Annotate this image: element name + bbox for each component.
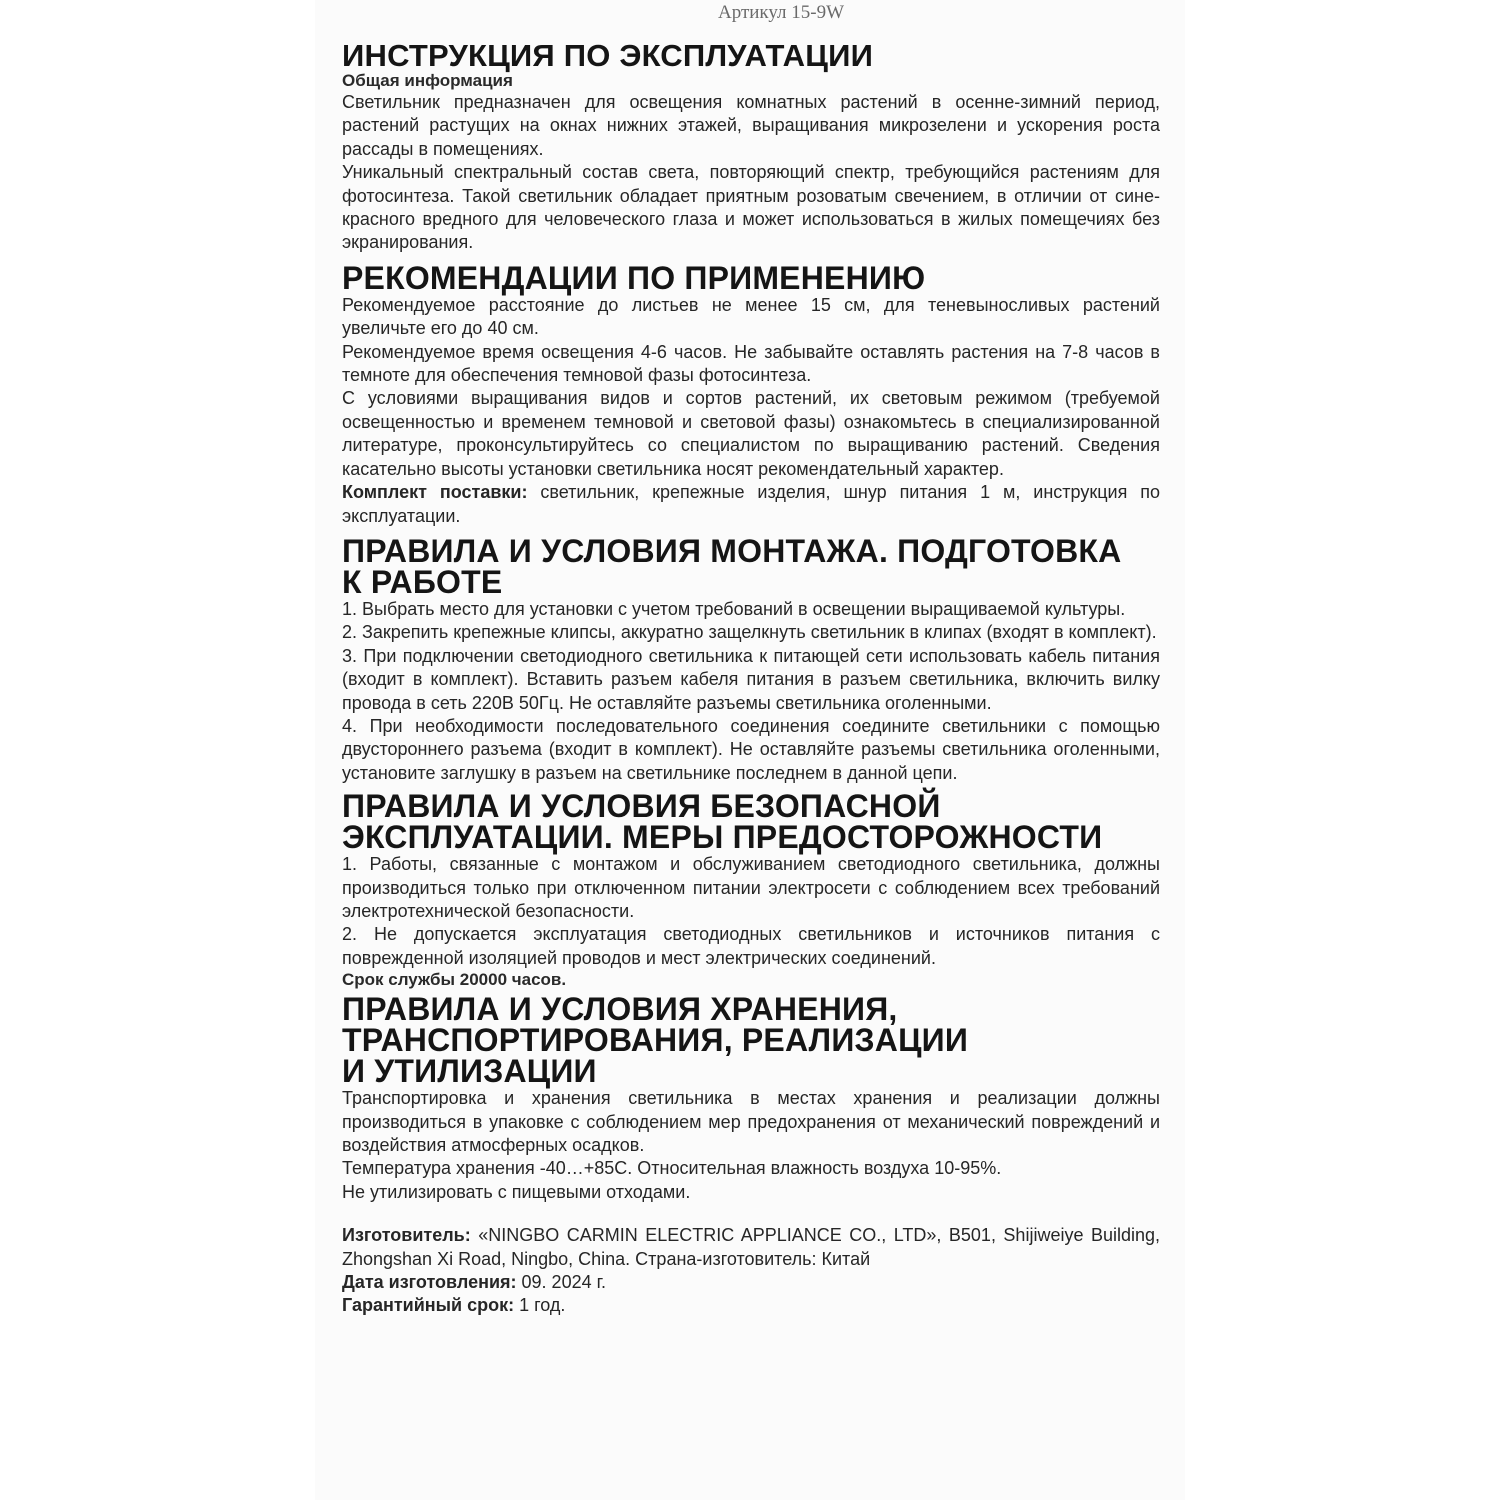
article-number: Артикул 15-9W: [717, 2, 845, 23]
storage-heading-line: И УТИЛИЗАЦИИ: [342, 1053, 597, 1090]
storage-paragraph: Температура хранения -40…+85С. Относительная влажность воздуха 10-95%.: [342, 1158, 1002, 1179]
storage-paragraph: Транспортировка и хранения светильника в местах хранения и реализации должны производиться в упаковке с соблюдением мер предохранения от механический повреждений и воздействия атмосферных осадков.: [342, 1088, 1160, 1155]
recommendation-paragraph: С условиями выращивания видов и сортов растений, их световым режимом (требуемой освещенностью и временем темновой и световой фазы) ознакомьтесь в специализированной литературе, проконсультируйтесь со специалистом по выращиванию растений. Сведения касательно высоты установки светильника носят рекомендательный характер.: [342, 388, 1160, 479]
general-heading: Общая информация: [342, 71, 513, 90]
manufacture-date-value: 09. 2024 г.: [516, 1272, 606, 1293]
recommendation-paragraph: Рекомендуемое расстояние до листьев не менее 15 см, для теневыносливых растений увеличьте его до 40 см.: [342, 294, 1160, 339]
storage-heading-line: ТРАНСПОРТИРОВАНИЯ, РЕАЛИЗАЦИИ: [342, 1022, 969, 1059]
general-paragraph: Уникальный спектральный состав света, повторяющий спектр, требующийся растениям для фотосинтеза. Такой светильник обладает приятным розоватым свечением, в отличии от сине-красного вредного для человеческого глаза и может использоваться в жилых помещечиях без экранирования.: [342, 162, 1160, 253]
kit-label: Комплект поставки:: [342, 482, 528, 503]
page-title: ИНСТРУКЦИЯ ПО ЭКСПЛУАТАЦИИ: [342, 38, 874, 73]
storage-heading: [342, 991, 1160, 1090]
mounting-item: 2. Закрепить крепежные клипсы, аккуратно защелкнуть светильник в клипах (входят в комплект).: [342, 622, 1157, 643]
recommendation-paragraph: Рекомендуемое время освещения 4-6 часов. Не забывайте оставлять растения на 7-8 часов в темноте для обеспечения темновой фазы фотосинтеза.: [342, 341, 1160, 386]
footer-gap: [342, 1204, 1160, 1224]
manufacturer-info: [342, 1224, 1160, 1271]
warranty: [342, 1294, 1160, 1317]
safety-heading: [342, 788, 1160, 856]
storage-heading-line: ПРАВИЛА И УСЛОВИЯ ХРАНЕНИЯ,: [342, 991, 898, 1028]
mounting-item: 3. При подключении светодиодного светильника к питающей сети использовать кабель питания (входит в комплект). Вставить разъем кабеля питания в разъем светильника, включить вилку провода в сеть 220В 50Гц. Не оставляйте разъемы светильника оголенными.: [342, 645, 1160, 713]
manufacture-date: [342, 1271, 1160, 1294]
safety-heading-line: ЭКСПЛУАТАЦИИ. МЕРЫ ПРЕДОСТОРОЖНОСТИ: [342, 819, 1103, 856]
warranty-value: 1 год.: [514, 1295, 566, 1316]
safety-item: 2. Не допускается эксплуатация светодиодных светильников и источников питания с поврежденной изоляцией проводов и мест электрических соединений.: [342, 924, 1160, 968]
mounting-heading-line: К РАБОТЕ: [342, 563, 503, 600]
warranty-label: Гарантийный срок:: [342, 1295, 515, 1316]
recommendations-heading: РЕКОМЕНДАЦИИ ПО ПРИМЕНЕНИЮ: [342, 259, 926, 296]
storage-paragraph: Не утилизировать с пищевыми отходами.: [342, 1181, 691, 1202]
manufacture-date-label: Дата изготовления:: [342, 1272, 517, 1293]
safety-heading-line: ПРАВИЛА И УСЛОВИЯ БЕЗОПАСНОЙ: [342, 788, 941, 825]
general-paragraph: Светильник предназначен для освещения комнатных растений в осенне-зимний период, растений растущих на окнах нижних этажей, выращивания микрозелени и ускорения роста рассады в помещениях.: [342, 92, 1160, 159]
mounting-heading: [342, 532, 1160, 600]
kit-text: светильник, крепежные изделия, шнур питания 1 м, инструкция по эксплуатации.: [342, 482, 1160, 526]
mounting-item: 4. При необходимости последовательного соединения соедините светильники с помощью двустороннего разъема (входит в комплект). Не оставляйте разъемы светильника оголенными, установите заглушку в разъем на светильнике последнем в данной цепи.: [342, 715, 1160, 783]
manufacturer-text: «NINGBO CARMIN ELECTRIC APPLIANCE CO., LTD», B501, Shijiweiye Building, Zhongshan Xi Road, Ningbo, China. Страна-изготовитель: Китай: [342, 1225, 1160, 1269]
service-life: Срок службы 20000 часов.: [342, 970, 567, 990]
kit-paragraph: [342, 481, 1160, 528]
mounting-item: 1. Выбрать место для установки с учетом требований в освещении выращиваемой культуры.: [342, 598, 1126, 619]
manufacturer-label: Изготовитель:: [342, 1225, 471, 1246]
instruction-content: [342, 0, 1160, 1318]
mounting-heading-line: ПРАВИЛА И УСЛОВИЯ МОНТАЖА. ПОДГОТОВКА: [342, 532, 1122, 569]
safety-item: 1. Работы, связанные с монтажом и обслуживанием светодиодного светильника, должны производиться только при отключенном питании электросети с соблюдением всех требований электротехнической безопасности.: [342, 854, 1160, 921]
